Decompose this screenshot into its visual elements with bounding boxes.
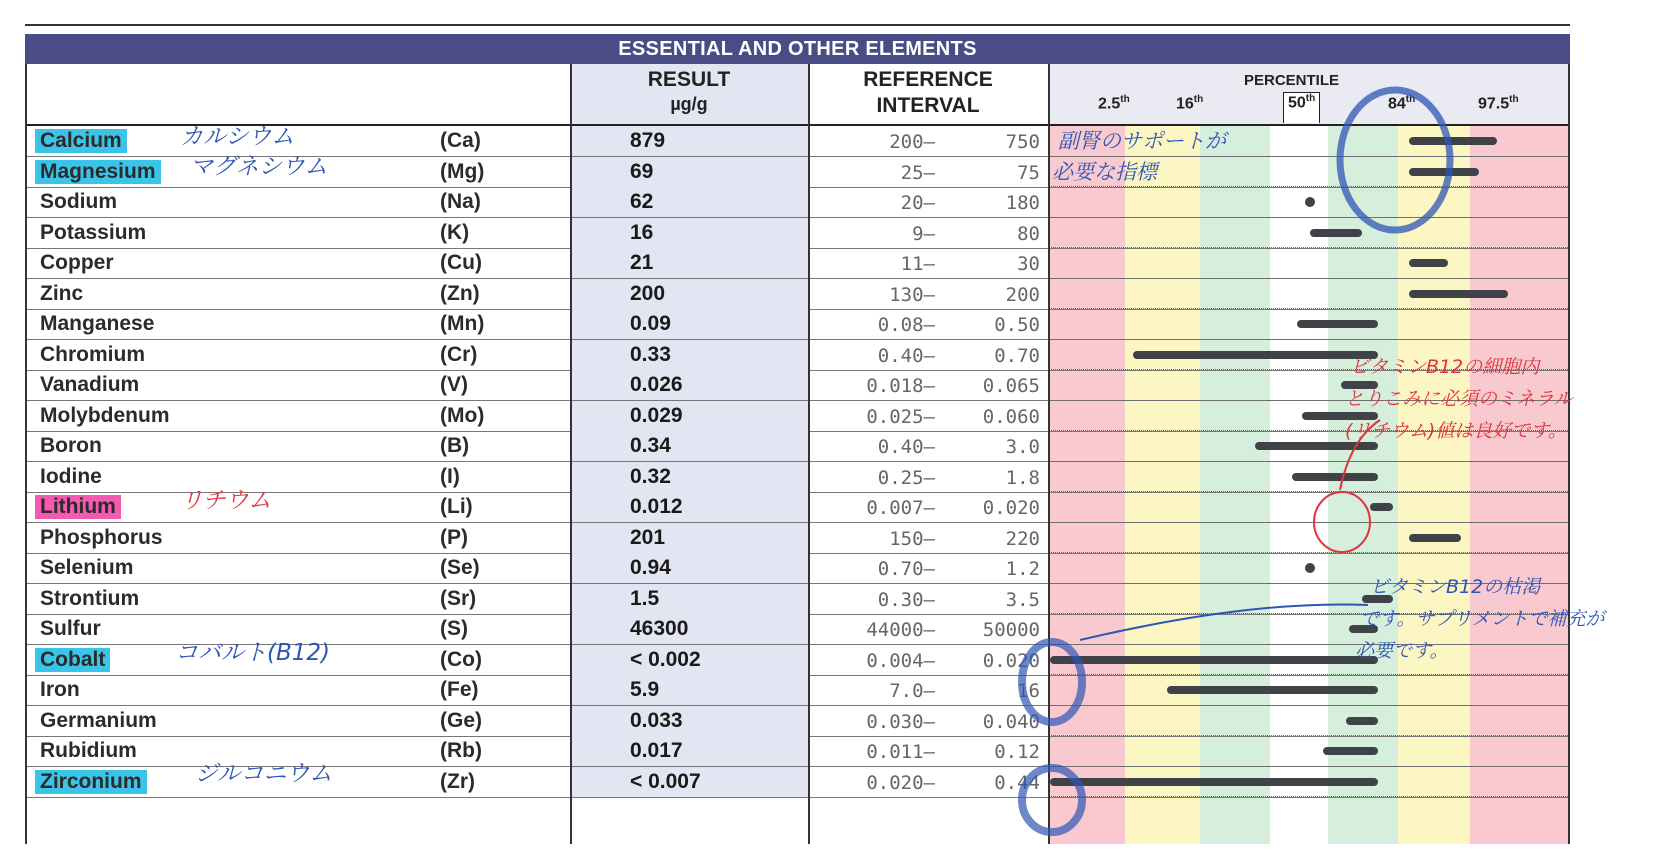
- reference-low: 0.30–: [877, 588, 935, 611]
- cobalt-note-line1: ビタミンB12の枯渇: [1370, 576, 1541, 598]
- lithium-handwriting: リチウム: [180, 488, 272, 514]
- element-symbol: (K): [440, 220, 470, 244]
- p84-label: 84th: [1388, 94, 1416, 113]
- element-symbol: (P): [440, 525, 468, 549]
- reference-low: 9–: [912, 222, 935, 245]
- element-name: Phosphorus: [40, 525, 163, 549]
- result-value: 0.017: [630, 739, 683, 762]
- p50-label: 50th: [1283, 92, 1320, 123]
- element-name: Cobalt: [35, 648, 110, 672]
- interval-label: INTERVAL: [876, 94, 980, 117]
- zirconium-handwriting: ジルコニウム: [195, 761, 333, 787]
- element-name: Iron: [40, 678, 80, 701]
- reference-label: REFERENCE: [863, 68, 993, 91]
- adrenal-note-line2: 必要な指標: [1052, 160, 1157, 184]
- reference-high: 3.5: [1005, 588, 1040, 611]
- lithium-note-line2: とりこみに必須のミネラル: [1345, 388, 1573, 410]
- reference-low: 0.020–: [866, 771, 935, 794]
- result-value: 0.32: [630, 464, 671, 488]
- lithium-note-line1: ビタミンB12の細胞内: [1350, 356, 1540, 378]
- element-symbol: (Cu): [440, 251, 482, 274]
- reference-low: 150–: [889, 527, 935, 550]
- element-name: Zirconium: [35, 770, 147, 794]
- reference-high: 0.040: [982, 710, 1040, 733]
- reference-high: 1.2: [1005, 558, 1040, 580]
- element-name: Boron: [40, 434, 102, 457]
- result-value: 0.026: [630, 373, 683, 396]
- reference-low: 0.011–: [866, 741, 935, 763]
- element-name: Germanium: [40, 708, 157, 732]
- element-symbol: (Ca): [440, 129, 481, 152]
- element-symbol: (Mn): [440, 312, 485, 335]
- element-name: Rubidium: [40, 739, 137, 762]
- reference-high: 750: [1005, 131, 1040, 153]
- element-symbol: (Zn): [440, 281, 480, 305]
- reference-high: 50000: [982, 619, 1040, 641]
- magnesium-handwriting: マグネシウム: [190, 154, 328, 180]
- circle-mark-zirconium: [1022, 768, 1082, 832]
- element-symbol: (Fe): [440, 678, 479, 701]
- element-name: Zinc: [40, 281, 84, 305]
- cobalt-handwriting: コバルト(B12): [175, 640, 330, 666]
- reference-low: 0.004–: [866, 649, 935, 672]
- element-name: Strontium: [40, 586, 140, 610]
- reference-low: 0.030–: [866, 710, 935, 733]
- lithium-note-line3: (リチウム)値は良好です。: [1345, 420, 1567, 442]
- circle-mark-cobalt: [1022, 642, 1082, 722]
- element-symbol: (Mg): [440, 159, 485, 183]
- element-name: Calcium: [35, 129, 127, 153]
- element-symbol: (Sr): [440, 586, 477, 610]
- element-name: Manganese: [40, 312, 155, 335]
- reference-low: 7.0–: [889, 680, 935, 702]
- cobalt-note-line3: 必要です。: [1355, 640, 1449, 662]
- calcium-handwriting: カルシウム: [180, 124, 295, 150]
- element-name: Magnesium: [35, 160, 161, 184]
- reference-high: 0.12: [994, 741, 1040, 763]
- p97-5-label: 97.5th: [1478, 94, 1519, 113]
- reference-high: 75: [1017, 161, 1040, 184]
- reference-high: 0.50: [994, 314, 1040, 336]
- reference-high: 0.70: [994, 344, 1040, 367]
- element-symbol: (Zr): [440, 769, 475, 793]
- circle-mark-lithium: [1314, 492, 1370, 552]
- p16-label: 16th: [1176, 94, 1204, 113]
- reference-high: 0.060: [982, 405, 1040, 428]
- reference-low: 44000–: [866, 619, 935, 641]
- result-value: 0.34: [630, 434, 671, 457]
- element-name: Chromium: [40, 342, 145, 366]
- result-value: 0.029: [630, 403, 683, 427]
- reference-high: 1.8: [1005, 466, 1040, 489]
- result-value: 879: [630, 129, 666, 152]
- element-symbol: (Mo): [440, 403, 485, 427]
- result-value: 1.5: [630, 586, 660, 610]
- result-value: 201: [630, 525, 666, 549]
- element-name: Sodium: [40, 190, 117, 213]
- result-value: 62: [630, 190, 654, 213]
- reference-high: 0.020: [982, 497, 1040, 519]
- element-symbol: (V): [440, 373, 468, 396]
- reference-high: 0.020: [982, 649, 1040, 672]
- percentile-label: PERCENTILE: [1244, 72, 1340, 89]
- result-value: 5.9: [630, 678, 660, 701]
- reference-low: 0.40–: [877, 436, 935, 458]
- reference-high: 30: [1017, 253, 1040, 275]
- element-name: Molybdenum: [40, 403, 170, 427]
- lithium-arrow: [1340, 420, 1380, 490]
- result-value: < 0.007: [630, 769, 701, 793]
- reference-low: 130–: [889, 283, 935, 306]
- result-value: 16: [630, 220, 654, 244]
- reference-low: 0.40–: [877, 344, 935, 367]
- reference-low: 0.025–: [866, 405, 935, 428]
- element-symbol: (S): [440, 617, 468, 640]
- element-name: Iodine: [40, 464, 102, 488]
- reference-low: 0.08–: [877, 314, 935, 336]
- unit-label: µg/g: [670, 94, 708, 114]
- result-value: 0.94: [630, 556, 671, 579]
- reference-low: 0.018–: [866, 375, 935, 397]
- result-value: 0.09: [630, 312, 671, 335]
- reference-high: 220: [1005, 527, 1040, 550]
- element-name: Vanadium: [40, 373, 140, 396]
- reference-high: 180: [1005, 192, 1040, 214]
- element-symbol: (Ge): [440, 708, 482, 732]
- reference-high: 200: [1005, 283, 1040, 306]
- reference-high: 0.065: [982, 375, 1040, 397]
- reference-low: 20–: [900, 192, 935, 214]
- element-symbol: (Se): [440, 556, 480, 579]
- element-name: Copper: [40, 251, 114, 274]
- result-value: 46300: [630, 617, 689, 640]
- table-title: ESSENTIAL AND OTHER ELEMENTS: [25, 34, 1570, 64]
- p2-5-label: 2.5th: [1098, 94, 1130, 113]
- reference-low: 0.25–: [877, 466, 935, 489]
- element-name: Lithium: [35, 495, 121, 519]
- element-symbol: (B): [440, 434, 470, 457]
- element-symbol: (Cr): [440, 342, 478, 366]
- reference-high: 80: [1017, 222, 1040, 245]
- element-symbol: (Na): [440, 190, 481, 213]
- reference-low: 25–: [900, 161, 935, 184]
- circle-mark-upper: [1340, 90, 1450, 230]
- result-value: 0.033: [630, 708, 683, 732]
- element-symbol: (Li): [440, 495, 473, 518]
- element-name: Sulfur: [40, 617, 101, 640]
- adrenal-note-line1: 副腎のサポートが: [1058, 129, 1226, 153]
- reference-low: 0.007–: [866, 497, 935, 519]
- reference-low: 0.70–: [877, 558, 935, 580]
- result-value: 0.012: [630, 495, 683, 518]
- result-label: RESULT: [647, 68, 731, 91]
- element-symbol: (Co): [440, 647, 482, 671]
- cobalt-note-line2: です。サプリメントで補充が: [1360, 608, 1605, 630]
- element-name: Potassium: [40, 220, 147, 244]
- element-symbol: (Rb): [440, 739, 482, 762]
- result-value: 200: [630, 281, 666, 305]
- reference-high: 3.0: [1005, 436, 1040, 458]
- element-symbol: (I): [440, 464, 460, 488]
- result-value: < 0.002: [630, 647, 701, 671]
- result-value: 69: [630, 159, 654, 183]
- element-name: Selenium: [40, 556, 134, 579]
- cobalt-arrow: [1080, 604, 1368, 640]
- reference-high: 16: [1017, 680, 1040, 702]
- result-value: 21: [630, 251, 654, 274]
- reference-high: 0.44: [994, 771, 1040, 794]
- result-value: 0.33: [630, 342, 671, 366]
- reference-low: 11–: [900, 253, 935, 275]
- reference-low: 200–: [889, 131, 935, 153]
